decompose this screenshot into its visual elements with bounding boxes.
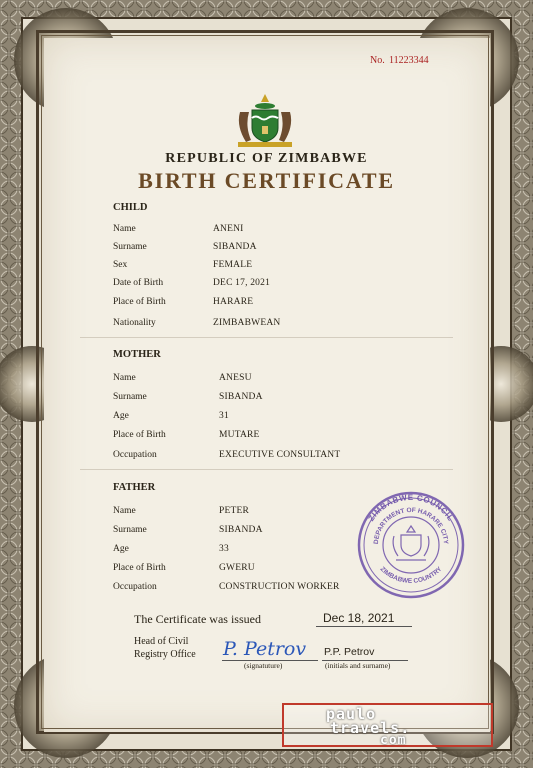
svg-text:ZIMBABWE COUNTRY: ZIMBABWE COUNTRY bbox=[378, 565, 444, 585]
child-pob-label: Place of Birth bbox=[113, 297, 166, 307]
mother-surname-value: SIBANDA bbox=[219, 392, 263, 402]
father-name-value: PETER bbox=[219, 506, 250, 516]
mother-name-label: Name bbox=[113, 373, 136, 383]
certificate-number-label: No. bbox=[370, 55, 385, 66]
child-surname-value: SIBANDA bbox=[213, 242, 257, 252]
watermark-line1: paulo bbox=[326, 705, 377, 723]
watermark-line3: com bbox=[380, 733, 407, 748]
svg-text:ZIMBABWE COUNCIL: ZIMBABWE COUNCIL bbox=[366, 492, 456, 523]
mother-pob-value: MUTARE bbox=[219, 430, 260, 440]
child-dob-label: Date of Birth bbox=[113, 278, 164, 288]
head-of-registry-line2: Registry Office bbox=[134, 649, 196, 660]
signer-name: P.P. Petrov bbox=[324, 646, 375, 658]
mother-pob-label: Place of Birth bbox=[113, 430, 166, 440]
father-occupation-value: CONSTRUCTION WORKER bbox=[219, 582, 340, 592]
mother-occupation-label: Occupation bbox=[113, 450, 157, 460]
father-pob-label: Place of Birth bbox=[113, 563, 166, 573]
issued-date-line bbox=[316, 626, 412, 627]
mother-name-value: ANESU bbox=[219, 373, 252, 383]
child-section-heading: CHILD bbox=[113, 202, 148, 213]
signer-caption: (initials and surname) bbox=[325, 661, 391, 670]
svg-text:DEPARTMENT OF HARARE CITY: DEPARTMENT OF HARARE CITY bbox=[372, 506, 450, 545]
signature-caption: (signatuture) bbox=[244, 661, 283, 670]
coat-of-arms-icon bbox=[232, 90, 298, 150]
child-dob-value: DEC 17, 2021 bbox=[213, 278, 271, 288]
head-of-registry-line1: Head of Civil bbox=[134, 636, 189, 647]
father-age-value: 33 bbox=[219, 544, 229, 554]
republic-heading: REPUBLIC OF ZIMBABWE bbox=[165, 151, 368, 166]
mother-age-label: Age bbox=[113, 411, 129, 421]
father-occupation-label: Occupation bbox=[113, 582, 157, 592]
child-nationality-label: Nationality bbox=[113, 318, 156, 328]
divider bbox=[80, 337, 453, 338]
issued-date: Dec 18, 2021 bbox=[323, 611, 395, 625]
council-seal-icon bbox=[352, 490, 470, 600]
mother-surname-label: Surname bbox=[113, 392, 147, 402]
father-surname-value: SIBANDA bbox=[219, 525, 263, 535]
child-surname-label: Surname bbox=[113, 242, 147, 252]
father-age-label: Age bbox=[113, 544, 129, 554]
child-pob-value: HARARE bbox=[213, 297, 254, 307]
mother-occupation-value: EXECUTIVE CONSULTANT bbox=[219, 450, 341, 460]
certificate-number: 11223344 bbox=[389, 55, 429, 66]
issued-text: The Certificate was issued bbox=[134, 612, 261, 626]
child-nationality-value: ZIMBABWEAN bbox=[213, 318, 281, 328]
child-sex-value: FEMALE bbox=[213, 260, 253, 270]
father-name-label: Name bbox=[113, 506, 136, 516]
father-surname-label: Surname bbox=[113, 525, 147, 535]
signature: P. Petrov bbox=[223, 638, 307, 660]
father-pob-value: GWERU bbox=[219, 563, 255, 573]
divider bbox=[80, 469, 453, 470]
mother-section-heading: MOTHER bbox=[113, 349, 161, 360]
watermark-line2: travels. bbox=[330, 719, 411, 737]
child-sex-label: Sex bbox=[113, 260, 128, 270]
child-name-label: Name bbox=[113, 224, 136, 234]
child-name-value: ANENI bbox=[213, 224, 244, 234]
father-section-heading: FATHER bbox=[113, 482, 156, 493]
document-title: BIRTH CERTIFICATE bbox=[138, 168, 395, 193]
mother-age-value: 31 bbox=[219, 411, 229, 421]
